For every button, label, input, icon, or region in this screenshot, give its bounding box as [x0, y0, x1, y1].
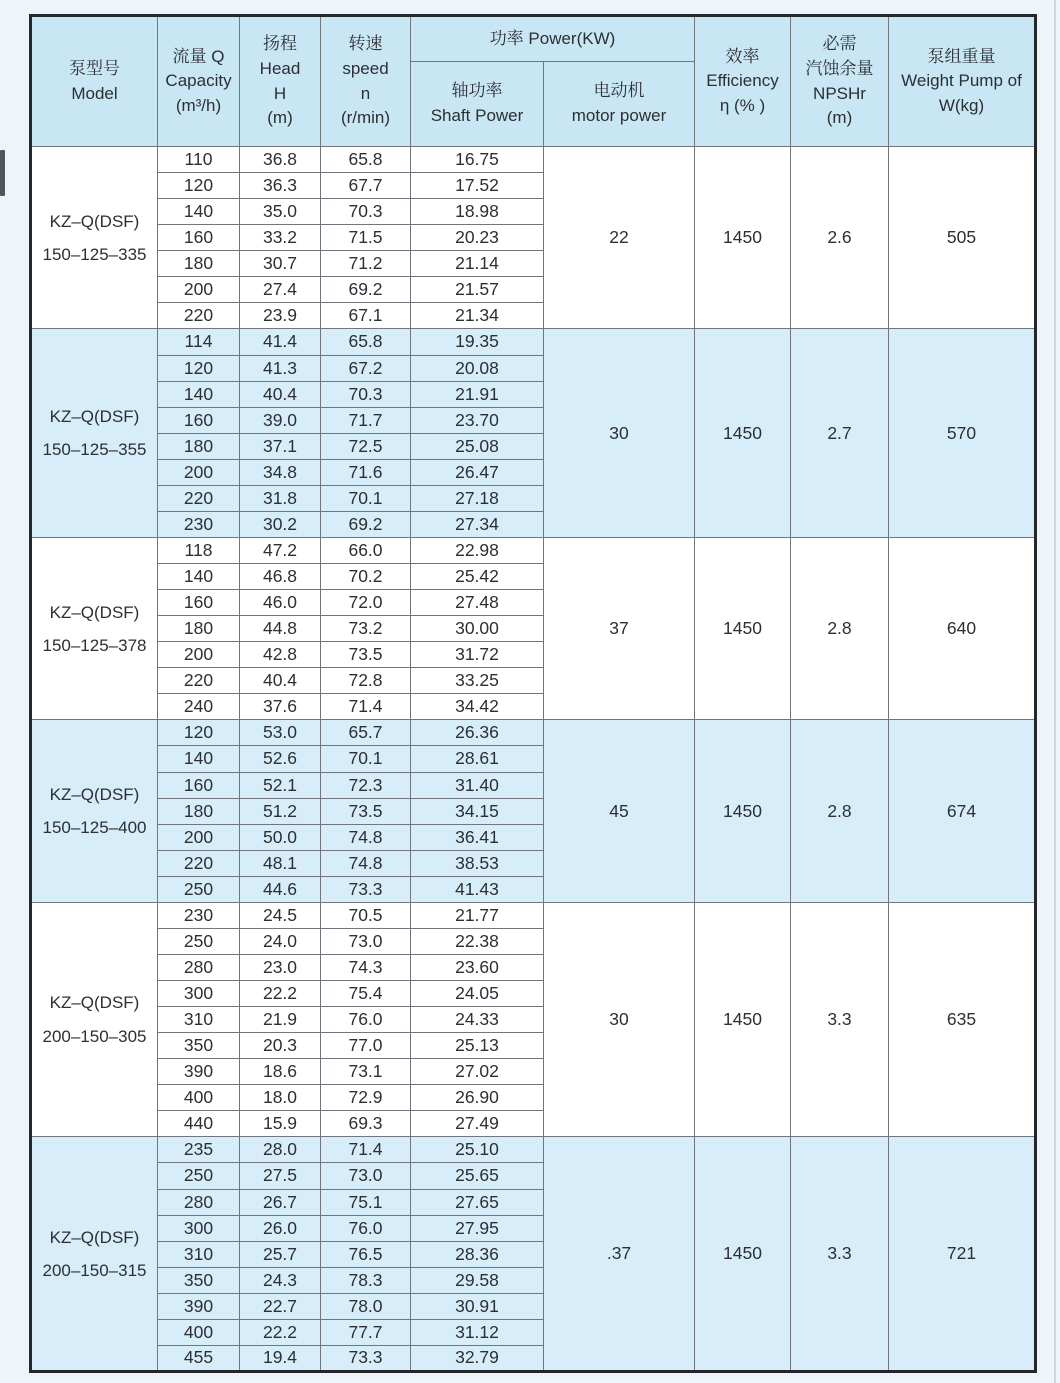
shaft-power-cell: 33.25	[411, 668, 544, 694]
model-line: 150–125–355	[42, 440, 147, 460]
shaft-power-cell: 21.77	[411, 902, 544, 928]
head-cell: 46.8	[240, 564, 321, 590]
speed-cell: 72.3	[321, 772, 411, 798]
shaft-power-cell: 31.40	[411, 772, 544, 798]
head-cell: 40.4	[240, 381, 321, 407]
shaft-power-cell: 16.75	[411, 147, 544, 173]
shaft-power-cell: 26.36	[411, 720, 544, 746]
shaft-power-cell: 18.98	[411, 199, 544, 225]
head-cell: 30.2	[240, 511, 321, 537]
head-cell: 24.3	[240, 1267, 321, 1293]
speed-cell: 75.4	[321, 981, 411, 1007]
shaft-power-cell: 21.57	[411, 277, 544, 303]
capacity-cell: 160	[158, 590, 240, 616]
speed-cell: 72.9	[321, 1085, 411, 1111]
shaft-power-cell: 27.34	[411, 511, 544, 537]
shaft-power-header-en: Shaft Power	[430, 106, 524, 125]
speed-cell: 71.4	[321, 694, 411, 720]
shaft-power-cell: 25.10	[411, 1137, 544, 1163]
head-header-en: Head	[259, 58, 301, 78]
speed-cell: 74.3	[321, 954, 411, 980]
weight-cell: 570	[889, 329, 1036, 538]
capacity-cell: 235	[158, 1137, 240, 1163]
capacity-cell: 220	[158, 850, 240, 876]
weight-cell: 721	[889, 1137, 1036, 1372]
shaft-power-cell: 31.12	[411, 1319, 544, 1345]
head-cell: 36.3	[240, 173, 321, 199]
shaft-power-cell: 26.47	[411, 459, 544, 485]
speed-cell: 71.6	[321, 459, 411, 485]
npshr-cell: 2.7	[791, 329, 889, 538]
col-header-weight	[889, 16, 1036, 147]
shaft-power-cell: 22.38	[411, 928, 544, 954]
head-cell: 22.7	[240, 1293, 321, 1319]
capacity-cell: 120	[158, 355, 240, 381]
shaft-power-cell: 30.91	[411, 1293, 544, 1319]
head-cell: 30.7	[240, 251, 321, 277]
head-cell: 39.0	[240, 407, 321, 433]
model-cell	[31, 902, 158, 1137]
speed-cell: 75.1	[321, 1189, 411, 1215]
head-cell: 37.1	[240, 433, 321, 459]
table-row	[31, 902, 1036, 928]
head-cell: 52.6	[240, 746, 321, 772]
capacity-cell: 455	[158, 1345, 240, 1371]
capacity-cell: 300	[158, 981, 240, 1007]
efficiency-header-symbol: η (% )	[719, 95, 766, 115]
speed-cell: 73.1	[321, 1059, 411, 1085]
shaft-power-cell: 25.65	[411, 1163, 544, 1189]
speed-cell: 77.7	[321, 1319, 411, 1345]
head-cell: 20.3	[240, 1033, 321, 1059]
model-header-en: Model	[71, 83, 118, 103]
shaft-power-cell: 31.72	[411, 642, 544, 668]
capacity-cell: 240	[158, 694, 240, 720]
shaft-power-cell: 20.23	[411, 225, 544, 251]
capacity-cell: 220	[158, 485, 240, 511]
speed-cell: 70.1	[321, 746, 411, 772]
head-cell: 22.2	[240, 1319, 321, 1345]
head-cell: 28.0	[240, 1137, 321, 1163]
col-header-head	[240, 16, 321, 147]
head-cell: 27.4	[240, 277, 321, 303]
capacity-cell: 140	[158, 746, 240, 772]
weight-cell: 674	[889, 720, 1036, 902]
head-cell: 50.0	[240, 824, 321, 850]
capacity-cell: 400	[158, 1319, 240, 1345]
shaft-power-cell: 25.08	[411, 433, 544, 459]
capacity-cell: 120	[158, 173, 240, 199]
speed-cell: 69.3	[321, 1111, 411, 1137]
efficiency-cell: 1450	[695, 902, 791, 1137]
speed-cell: 74.8	[321, 824, 411, 850]
speed-header-unit: (r/min)	[340, 108, 391, 128]
speed-cell: 70.2	[321, 564, 411, 590]
capacity-cell: 250	[158, 876, 240, 902]
speed-cell: 71.2	[321, 251, 411, 277]
shaft-power-cell: 38.53	[411, 850, 544, 876]
speed-header-en: speed	[342, 58, 389, 78]
npshr-cell: 3.3	[791, 1137, 889, 1372]
model-line: 200–150–315	[42, 1260, 147, 1280]
motor-power-header-en: motor power	[571, 106, 667, 125]
head-cell: 48.1	[240, 850, 321, 876]
model-line: 150–125–378	[42, 635, 147, 655]
shaft-power-cell: 20.08	[411, 355, 544, 381]
capacity-cell: 200	[158, 459, 240, 485]
head-cell: 23.0	[240, 954, 321, 980]
speed-cell: 70.5	[321, 902, 411, 928]
col-header-capacity	[158, 16, 240, 147]
head-cell: 19.4	[240, 1345, 321, 1371]
weight-header-en: Weight Pump of	[901, 71, 1022, 91]
head-header-zh: 扬程	[263, 34, 297, 54]
efficiency-cell: 1450	[695, 329, 791, 538]
head-cell: 26.0	[240, 1215, 321, 1241]
speed-cell: 73.5	[321, 798, 411, 824]
shaft-power-cell: 27.95	[411, 1215, 544, 1241]
head-cell: 33.2	[240, 225, 321, 251]
shaft-power-cell: 27.48	[411, 590, 544, 616]
shaft-power-cell: 21.14	[411, 251, 544, 277]
motor-power-header-zh: 电动机	[593, 81, 645, 101]
speed-cell: 73.3	[321, 1345, 411, 1371]
weight-cell: 505	[889, 147, 1036, 329]
capacity-cell: 180	[158, 251, 240, 277]
shaft-power-cell: 28.36	[411, 1241, 544, 1267]
npshr-cell: 2.8	[791, 537, 889, 719]
shaft-power-cell: 25.42	[411, 564, 544, 590]
shaft-power-cell: 21.34	[411, 303, 544, 329]
motor-power-cell: 22	[544, 147, 695, 329]
head-cell: 41.3	[240, 355, 321, 381]
motor-power-cell: 30	[544, 329, 695, 538]
capacity-cell: 140	[158, 564, 240, 590]
table-body	[31, 147, 1036, 1372]
shaft-power-cell: 26.90	[411, 1085, 544, 1111]
head-cell: 41.4	[240, 329, 321, 355]
model-cell	[31, 537, 158, 719]
capacity-cell: 310	[158, 1007, 240, 1033]
capacity-cell: 230	[158, 511, 240, 537]
speed-cell: 73.0	[321, 928, 411, 954]
head-cell: 40.4	[240, 668, 321, 694]
head-cell: 27.5	[240, 1163, 321, 1189]
capacity-cell: 350	[158, 1267, 240, 1293]
capacity-cell: 160	[158, 225, 240, 251]
capacity-cell: 114	[158, 329, 240, 355]
head-cell: 24.0	[240, 928, 321, 954]
head-cell: 15.9	[240, 1111, 321, 1137]
col-header-motor-power	[544, 62, 695, 147]
speed-cell: 65.8	[321, 147, 411, 173]
head-cell: 36.8	[240, 147, 321, 173]
efficiency-cell: 1450	[695, 1137, 791, 1372]
model-line: KZ–Q(DSF)	[49, 784, 140, 804]
speed-cell: 76.0	[321, 1007, 411, 1033]
model-line: KZ–Q(DSF)	[49, 993, 140, 1013]
speed-cell: 65.7	[321, 720, 411, 746]
shaft-power-cell: 27.02	[411, 1059, 544, 1085]
shaft-power-cell: 21.91	[411, 381, 544, 407]
col-header-power-group: 功率 Power(KW)	[411, 16, 695, 62]
speed-cell: 65.8	[321, 329, 411, 355]
model-line: KZ–Q(DSF)	[49, 1227, 140, 1247]
npshr-header-unit: (m)	[826, 108, 853, 128]
speed-cell: 71.5	[321, 225, 411, 251]
efficiency-header-zh: 效率	[725, 46, 760, 66]
speed-cell: 67.2	[321, 355, 411, 381]
speed-cell: 67.7	[321, 173, 411, 199]
speed-cell: 69.2	[321, 277, 411, 303]
head-cell: 24.5	[240, 902, 321, 928]
npshr-cell: 3.3	[791, 902, 889, 1137]
capacity-cell: 350	[158, 1033, 240, 1059]
shaft-power-cell: 19.35	[411, 329, 544, 355]
speed-cell: 70.1	[321, 485, 411, 511]
head-cell: 44.8	[240, 616, 321, 642]
head-cell: 26.7	[240, 1189, 321, 1215]
capacity-cell: 180	[158, 616, 240, 642]
table-row	[31, 1137, 1036, 1163]
shaft-power-cell: 24.05	[411, 981, 544, 1007]
capacity-cell: 200	[158, 824, 240, 850]
efficiency-header-en: Efficiency	[706, 71, 779, 91]
speed-cell: 73.0	[321, 1163, 411, 1189]
capacity-cell: 250	[158, 928, 240, 954]
col-header-shaft-power	[411, 62, 544, 147]
capacity-cell: 110	[158, 147, 240, 173]
capacity-header-en: Capacity	[165, 71, 232, 91]
capacity-cell: 390	[158, 1059, 240, 1085]
motor-power-cell: .37	[544, 1137, 695, 1372]
capacity-cell: 230	[158, 902, 240, 928]
speed-cell: 76.5	[321, 1241, 411, 1267]
head-header-symbol: H	[273, 83, 287, 103]
head-cell: 51.2	[240, 798, 321, 824]
page-right-edge-line	[1054, 0, 1056, 1383]
capacity-cell: 180	[158, 798, 240, 824]
shaft-power-cell: 23.60	[411, 954, 544, 980]
shaft-power-cell: 34.42	[411, 694, 544, 720]
speed-cell: 69.2	[321, 511, 411, 537]
capacity-cell: 280	[158, 954, 240, 980]
model-line: 200–150–305	[42, 1026, 147, 1046]
model-cell	[31, 329, 158, 538]
motor-power-cell: 30	[544, 902, 695, 1137]
speed-cell: 78.0	[321, 1293, 411, 1319]
speed-header-zh: 转速	[348, 34, 383, 54]
speed-cell: 67.1	[321, 303, 411, 329]
efficiency-cell: 1450	[695, 537, 791, 719]
speed-cell: 71.4	[321, 1137, 411, 1163]
speed-cell: 73.3	[321, 876, 411, 902]
model-cell	[31, 720, 158, 902]
pump-spec-table	[29, 14, 1037, 1373]
head-cell: 46.0	[240, 590, 321, 616]
npshr-header-en: NPSHr	[813, 83, 866, 103]
capacity-cell: 250	[158, 1163, 240, 1189]
model-line: KZ–Q(DSF)	[49, 407, 140, 427]
table-row	[31, 329, 1036, 355]
shaft-power-cell: 22.98	[411, 537, 544, 563]
capacity-cell: 120	[158, 720, 240, 746]
capacity-cell: 220	[158, 303, 240, 329]
efficiency-cell: 1450	[695, 720, 791, 902]
head-cell: 35.0	[240, 199, 321, 225]
capacity-cell: 200	[158, 642, 240, 668]
capacity-header-unit: (m³/h)	[175, 95, 222, 115]
head-cell: 52.1	[240, 772, 321, 798]
speed-cell: 74.8	[321, 850, 411, 876]
capacity-cell: 440	[158, 1111, 240, 1137]
capacity-cell: 280	[158, 1189, 240, 1215]
speed-cell: 76.0	[321, 1215, 411, 1241]
table-header	[31, 16, 1036, 147]
capacity-cell: 400	[158, 1085, 240, 1111]
head-cell: 21.9	[240, 1007, 321, 1033]
capacity-cell: 180	[158, 433, 240, 459]
shaft-power-cell: 32.79	[411, 1345, 544, 1371]
capacity-cell: 390	[158, 1293, 240, 1319]
capacity-cell: 300	[158, 1215, 240, 1241]
npshr-header-zh2: 汽蚀余量	[805, 58, 874, 78]
shaft-power-cell: 30.00	[411, 616, 544, 642]
shaft-power-cell: 41.43	[411, 876, 544, 902]
shaft-power-cell: 27.49	[411, 1111, 544, 1137]
speed-header-symbol: n	[360, 83, 371, 103]
shaft-power-cell: 27.18	[411, 485, 544, 511]
head-cell: 34.8	[240, 459, 321, 485]
npshr-cell: 2.6	[791, 147, 889, 329]
shaft-power-cell: 29.58	[411, 1267, 544, 1293]
head-cell: 25.7	[240, 1241, 321, 1267]
col-header-model	[31, 16, 158, 147]
speed-cell: 71.7	[321, 407, 411, 433]
capacity-cell: 310	[158, 1241, 240, 1267]
weight-cell: 640	[889, 537, 1036, 719]
head-cell: 42.8	[240, 642, 321, 668]
head-cell: 44.6	[240, 876, 321, 902]
speed-cell: 77.0	[321, 1033, 411, 1059]
model-cell	[31, 1137, 158, 1372]
speed-cell: 72.0	[321, 590, 411, 616]
speed-cell: 70.3	[321, 199, 411, 225]
head-cell: 31.8	[240, 485, 321, 511]
capacity-cell: 140	[158, 381, 240, 407]
shaft-power-cell: 23.70	[411, 407, 544, 433]
capacity-cell: 200	[158, 277, 240, 303]
col-header-speed	[321, 16, 411, 147]
capacity-cell: 160	[158, 407, 240, 433]
speed-cell: 73.2	[321, 616, 411, 642]
header-row-1	[31, 16, 1036, 62]
shaft-power-cell: 36.41	[411, 824, 544, 850]
table-row	[31, 537, 1036, 563]
speed-cell: 73.5	[321, 642, 411, 668]
shaft-power-cell: 27.65	[411, 1189, 544, 1215]
model-line: 150–125–400	[42, 818, 147, 838]
shaft-power-header-zh: 轴功率	[451, 81, 503, 101]
speed-cell: 66.0	[321, 537, 411, 563]
weight-header-zh: 泵组重量	[927, 46, 996, 66]
head-cell: 47.2	[240, 537, 321, 563]
model-header-zh: 泵型号	[69, 58, 120, 78]
shaft-power-cell: 17.52	[411, 173, 544, 199]
weight-header-unit: W(kg)	[938, 95, 985, 115]
col-header-npshr	[791, 16, 889, 147]
motor-power-cell: 45	[544, 720, 695, 902]
head-cell: 23.9	[240, 303, 321, 329]
model-cell	[31, 147, 158, 329]
shaft-power-cell: 25.13	[411, 1033, 544, 1059]
table-row	[31, 720, 1036, 746]
head-cell: 53.0	[240, 720, 321, 746]
model-line: KZ–Q(DSF)	[49, 211, 140, 231]
shaft-power-cell: 24.33	[411, 1007, 544, 1033]
shaft-power-cell: 34.15	[411, 798, 544, 824]
capacity-cell: 118	[158, 537, 240, 563]
efficiency-cell: 1450	[695, 147, 791, 329]
speed-cell: 72.5	[321, 433, 411, 459]
speed-cell: 70.3	[321, 381, 411, 407]
capacity-cell: 140	[158, 199, 240, 225]
capacity-cell: 220	[158, 668, 240, 694]
npshr-header-zh1: 必需	[822, 34, 857, 54]
head-cell: 18.6	[240, 1059, 321, 1085]
capacity-header-zh: 流量 Q	[172, 46, 225, 66]
shaft-power-cell: 28.61	[411, 746, 544, 772]
model-line: KZ–Q(DSF)	[49, 602, 140, 622]
head-cell: 37.6	[240, 694, 321, 720]
npshr-cell: 2.8	[791, 720, 889, 902]
head-cell: 22.2	[240, 981, 321, 1007]
col-header-efficiency	[695, 16, 791, 147]
weight-cell: 635	[889, 902, 1036, 1137]
scan-artifact-mark	[0, 150, 5, 196]
head-cell: 18.0	[240, 1085, 321, 1111]
motor-power-cell: 37	[544, 537, 695, 719]
speed-cell: 78.3	[321, 1267, 411, 1293]
table-row	[31, 147, 1036, 173]
speed-cell: 72.8	[321, 668, 411, 694]
capacity-cell: 160	[158, 772, 240, 798]
head-header-unit: (m)	[267, 108, 293, 128]
model-line: 150–125–335	[42, 244, 147, 264]
